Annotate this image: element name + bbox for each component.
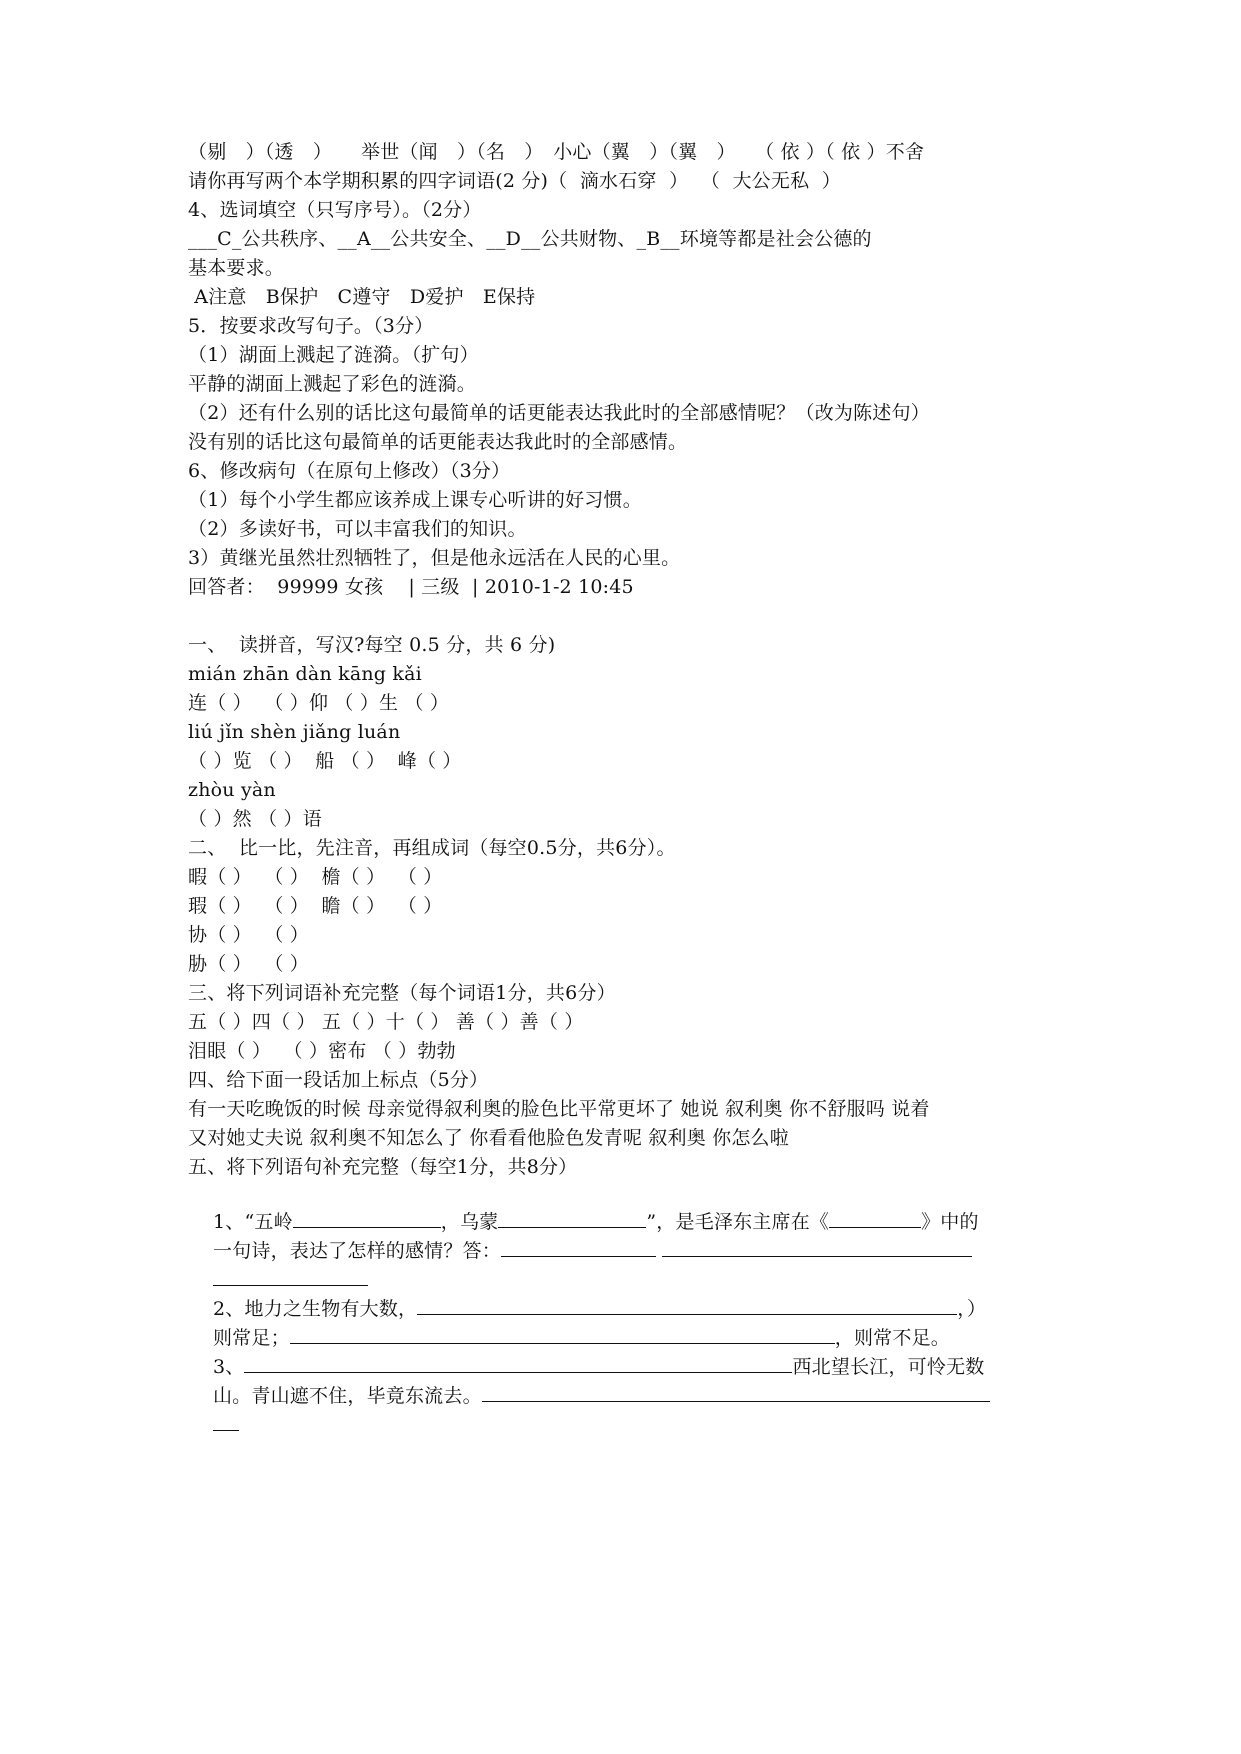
text-line: 3）黄继光虽然壮烈牺牲了，但是他永远活在人民的心里。 bbox=[188, 547, 681, 569]
question-text: 1、“五岭 bbox=[212, 1211, 293, 1233]
section-heading: 五、将下列语句补充完整（每空1分，共8分） bbox=[188, 1156, 578, 1178]
section-heading: 5．按要求改写句子。（3分） bbox=[188, 315, 434, 337]
section-heading: 四、给下面一段话加上标点（5分） bbox=[188, 1069, 489, 1091]
text-line: 基本要求。 bbox=[188, 257, 285, 279]
question-text: 3、 bbox=[212, 1356, 245, 1378]
question-text: ，乌蒙 bbox=[440, 1211, 499, 1233]
question-text: ”，是毛泽东主席在《 bbox=[646, 1211, 830, 1233]
text-line: 泪眼（ ） （ ）密布 （ ）勃勃 bbox=[188, 1040, 456, 1062]
question-text: 西北望长江，可怜无数 bbox=[792, 1356, 985, 1378]
section-heading: 6、修改病句（在原句上修改）（3分） bbox=[188, 460, 511, 482]
question-text: 则常足； bbox=[212, 1327, 290, 1349]
text-line: 请你再写两个本学期积累的四字词语(2 分)（ 滴水石穿 ） （ 大公无私 ） bbox=[188, 170, 841, 192]
text-line: ___C_公共秩序、__A__公共安全、__D__公共财物、_B__环境等都是社会公德的 bbox=[188, 228, 872, 250]
section-heading: 一、 读拼音，写汉?每空 0.5 分，共 6 分) bbox=[188, 634, 556, 656]
pinyin-line: zhòu yàn bbox=[188, 779, 276, 801]
text-line: （2）还有什么别的话比这句最简单的话更能表达我此时的全部感情呢？（改为陈述句） bbox=[188, 402, 930, 424]
question-text: 一句诗，表达了怎样的感情？答： bbox=[212, 1240, 501, 1262]
answer-blank[interactable] bbox=[213, 1412, 239, 1431]
section-heading: 三、将下列词语补充完整（每个词语1分，共6分） bbox=[188, 982, 616, 1004]
paragraph-line: 有一天吃晚饭的时候 母亲觉得叙利奥的脸色比平常更坏了 她说 叙利奥 你不舒服吗 说着 bbox=[188, 1098, 930, 1120]
text-line: （2）多读好书，可以丰富我们的知识。 bbox=[188, 518, 527, 540]
text-line: 五（ ）四（ ） 五（ ）十（ ） 善（ ）善（ ） bbox=[188, 1011, 584, 1033]
text-line: （ ）览 （ ） 船 （ ） 峰（ ） bbox=[188, 750, 462, 772]
question-text: 》中的 bbox=[921, 1211, 979, 1233]
question-text: ，） bbox=[957, 1298, 987, 1320]
pinyin-line: mián zhān dàn kāng kǎi bbox=[188, 663, 422, 685]
pinyin-line: liú jǐn shèn jiǎng luán bbox=[188, 721, 401, 743]
answerer-line: 回答者： 99999 女孩 | 三级 | 2010-1-2 10:45 bbox=[188, 576, 634, 598]
fill-question-3-line3 bbox=[188, 1386, 1058, 1464]
text-line: 暇（ ） （ ） 檐（ ） （ ） bbox=[188, 866, 443, 888]
text-line: 连（ ） （ ）仰 （ ）生 （ ） bbox=[188, 692, 450, 714]
text-line: （1）湖面上溅起了涟漪。（扩句） bbox=[188, 344, 479, 366]
text-line: （ ）然 （ ）语 bbox=[188, 808, 322, 830]
text-line: （1）每个小学生都应该养成上课专心听讲的好习惯。 bbox=[188, 489, 642, 511]
text-line: 协（ ） （ ） bbox=[188, 924, 309, 946]
section-heading: 二、 比一比，先注音，再组成词（每空0.5分，共6分）。 bbox=[188, 837, 676, 859]
options-line: A注意 B保护 C遵守 D爱护 E保持 bbox=[188, 286, 536, 308]
question-text: 山。青山遮不住，毕竟东流去。 bbox=[212, 1385, 482, 1407]
text-line: 平静的湖面上溅起了彩色的涟漪。 bbox=[188, 373, 477, 395]
section-heading: 4、选词填空（只写序号）。（2分） bbox=[188, 199, 482, 221]
paragraph-line: 又对她丈夫说 叙利奥不知怎么了 你看看他脸色发青呢 叙利奥 你怎么啦 bbox=[188, 1127, 789, 1149]
text-line: 胁（ ） （ ） bbox=[188, 953, 309, 975]
question-text: ，则常不足。 bbox=[834, 1327, 950, 1349]
text-line: 瑕（ ） （ ） 瞻（ ） （ ） bbox=[188, 895, 443, 917]
text-line: 没有别的话比这句最简单的话更能表达我此时的全部感情。 bbox=[188, 431, 688, 453]
text-line: （剔 ）（透 ） 举世（闻 ）（名 ） 小心（翼 ）（翼 ） （ 依 ）（ 依 ）不舍 bbox=[188, 141, 925, 163]
question-text: 2、地力之生物有大数， bbox=[212, 1298, 418, 1320]
